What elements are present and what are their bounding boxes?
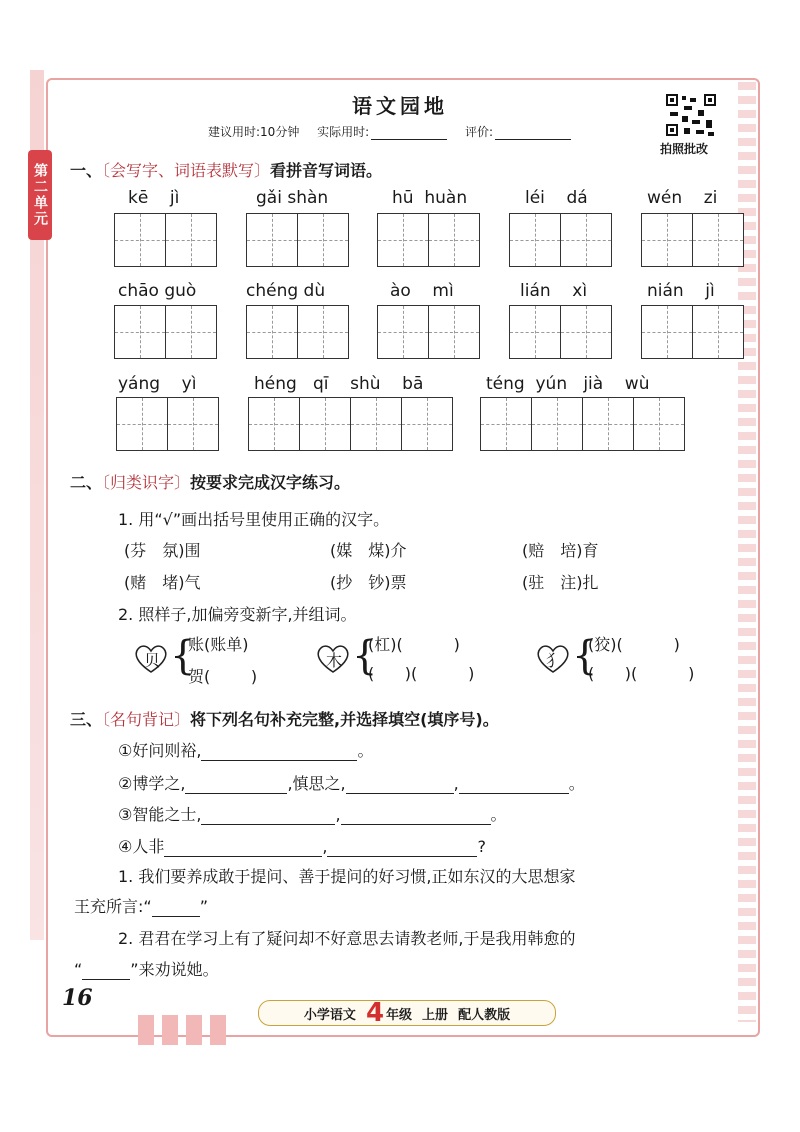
write-grid-1[interactable] xyxy=(114,213,217,267)
quote-text: ③智能之士, xyxy=(118,805,202,824)
choice-5[interactable]: (抄 钞)票 xyxy=(330,573,407,592)
section2-text: 按要求完成汉字练习。 xyxy=(190,473,351,492)
quote-text: , xyxy=(453,774,459,793)
footer-subject: 小学语文 xyxy=(303,1007,356,1023)
group2-line1[interactable]: (杠)( ) xyxy=(368,635,460,654)
section1-heading xyxy=(70,158,382,181)
decor-stripe xyxy=(210,1015,226,1045)
time-meta xyxy=(208,123,581,140)
pinyin-13: téng yún jià wù xyxy=(486,374,650,394)
quote-text: ①好问则裕, xyxy=(118,741,202,760)
section1-text: 看拼音写词语。 xyxy=(270,161,383,180)
write-grid-2[interactable] xyxy=(246,213,349,267)
write-grid-9[interactable] xyxy=(509,305,612,359)
pinyin-4: léi dá xyxy=(525,188,588,208)
fill-blank[interactable] xyxy=(185,777,287,794)
fill-blank[interactable] xyxy=(152,900,200,917)
pinyin-5: wén zi xyxy=(647,188,718,208)
section2-tag: 〔归类识字〕 xyxy=(102,473,191,492)
group3-line1[interactable]: (狡)( ) xyxy=(588,635,680,654)
section1-number: 一、 xyxy=(70,161,103,180)
quote-text: 。 xyxy=(568,774,585,793)
fill-blank[interactable] xyxy=(341,808,491,825)
question-2-line-b xyxy=(74,957,219,980)
footer-edition: 配人教版 xyxy=(458,1007,511,1023)
write-grid-5[interactable] xyxy=(641,213,744,267)
quote-text: , xyxy=(335,805,341,824)
pinyin-8: ào mì xyxy=(390,281,454,301)
quote-text: ,慎思之, xyxy=(287,774,346,793)
question-1-line-a: 1. 我们要养成敢于提问、善于提问的好习惯,正如东汉的大思想家 xyxy=(118,867,576,886)
decor-stripe xyxy=(162,1015,178,1045)
pinyin-2: gǎi shàn xyxy=(256,188,329,208)
quote-line-2 xyxy=(118,771,585,794)
page-title: 语文园地 xyxy=(352,94,448,118)
pinyin-10: nián jì xyxy=(647,281,715,301)
quote-line-3 xyxy=(118,802,507,825)
section1-tag: 〔会写字、词语表默写〕 xyxy=(102,161,271,180)
actual-time-blank[interactable] xyxy=(371,127,447,140)
fill-blank[interactable] xyxy=(201,808,335,825)
footer-grade: 年级 xyxy=(386,1007,413,1023)
unit-tab: 第二单元 xyxy=(28,150,52,240)
quote-line-4 xyxy=(118,834,486,857)
pinyin-11: yáng yì xyxy=(118,374,197,394)
section3-text: 将下列名句补充完整,并选择填空(填序号)。 xyxy=(190,710,499,729)
section2-heading xyxy=(70,470,350,493)
quote-text: ④人非 xyxy=(118,837,165,856)
section3-tag: 〔名句背记〕 xyxy=(102,710,191,729)
brace-icon: { xyxy=(170,633,196,679)
quote-text: 王充所言:“ xyxy=(74,897,152,916)
root-char-1: 贝 xyxy=(144,651,161,670)
write-grid-3[interactable] xyxy=(377,213,480,267)
actual-time-label: 实际用时: xyxy=(317,125,370,139)
question-2-line-a: 2. 君君在学习上有了疑问却不好意思去请教老师,于是我用韩愈的 xyxy=(118,929,576,948)
group3-line2[interactable]: ( )( ) xyxy=(588,664,695,683)
footer-grade-number: 4 xyxy=(365,998,385,1028)
write-grid-10[interactable] xyxy=(641,305,744,359)
write-grid-7[interactable] xyxy=(246,305,349,359)
fill-blank[interactable] xyxy=(201,744,357,761)
root-char-2: 木 xyxy=(326,651,343,670)
quote-text: , xyxy=(322,837,328,856)
pinyin-12: héng qī shù bā xyxy=(254,374,424,394)
section2-number: 二、 xyxy=(70,473,103,492)
group1-line1: 账(账单) xyxy=(188,635,249,654)
qr-label: 拍照批改 xyxy=(660,142,709,156)
section2-q2: 2. 照样子,加偏旁变新字,并组词。 xyxy=(118,605,357,624)
choice-3[interactable]: (赔 培)育 xyxy=(522,541,599,560)
quote-line-1 xyxy=(118,738,373,761)
write-grid-4[interactable] xyxy=(509,213,612,267)
pinyin-3: hū huàn xyxy=(392,188,468,208)
quote-text: ②博学之, xyxy=(118,774,186,793)
choice-6[interactable]: (驻 注)扎 xyxy=(522,573,599,592)
rating-label: 评价: xyxy=(465,125,494,139)
pinyin-9: lián xì xyxy=(520,281,588,301)
root-char-3: 犭 xyxy=(546,651,563,670)
quote-text: ” xyxy=(199,897,208,916)
section3-heading xyxy=(70,707,499,730)
fill-blank[interactable] xyxy=(327,840,477,857)
group1-line2[interactable]: 贺( ) xyxy=(188,667,258,686)
write-grid-13[interactable] xyxy=(480,397,685,451)
question-1-line-b xyxy=(74,894,208,917)
choice-4[interactable]: (赌 堵)气 xyxy=(124,573,201,592)
pinyin-7: chéng dù xyxy=(246,281,326,301)
section3-number: 三、 xyxy=(70,710,103,729)
pinyin-1: kē jì xyxy=(128,188,180,208)
quote-text: ? xyxy=(477,837,486,856)
write-grid-8[interactable] xyxy=(377,305,480,359)
footer-term: 上册 xyxy=(422,1007,449,1023)
quote-text: ”来劝说她。 xyxy=(130,960,219,979)
brace-icon: { xyxy=(352,633,378,679)
brace-icon: { xyxy=(572,633,598,679)
rating-blank[interactable] xyxy=(495,127,571,140)
fill-blank[interactable] xyxy=(164,840,322,857)
pinyin-6: chāo guò xyxy=(118,281,197,301)
write-grid-6[interactable] xyxy=(114,305,217,359)
footer-badge xyxy=(258,1000,556,1026)
page-number: 16 xyxy=(62,985,93,1011)
decor-stripe xyxy=(186,1015,202,1045)
fill-blank[interactable] xyxy=(346,777,454,794)
section2-q1: 1. 用“√”画出括号里使用正确的汉字。 xyxy=(118,510,390,529)
choice-1[interactable]: (芬 氛)围 xyxy=(124,541,201,560)
decor-stripe xyxy=(138,1015,154,1045)
qr-code-icon[interactable] xyxy=(664,92,718,138)
quote-text: 。 xyxy=(357,741,374,760)
quote-text: 。 xyxy=(490,805,507,824)
group2-line2[interactable]: ( )( ) xyxy=(368,664,475,683)
write-grid-11[interactable] xyxy=(116,397,219,451)
choice-2[interactable]: (媒 煤)介 xyxy=(330,541,407,560)
fill-blank[interactable] xyxy=(82,963,130,980)
write-grid-12[interactable] xyxy=(248,397,453,451)
suggest-time: 建议用时:10分钟 xyxy=(208,125,300,139)
quote-text: “ xyxy=(74,960,83,979)
fill-blank[interactable] xyxy=(459,777,569,794)
